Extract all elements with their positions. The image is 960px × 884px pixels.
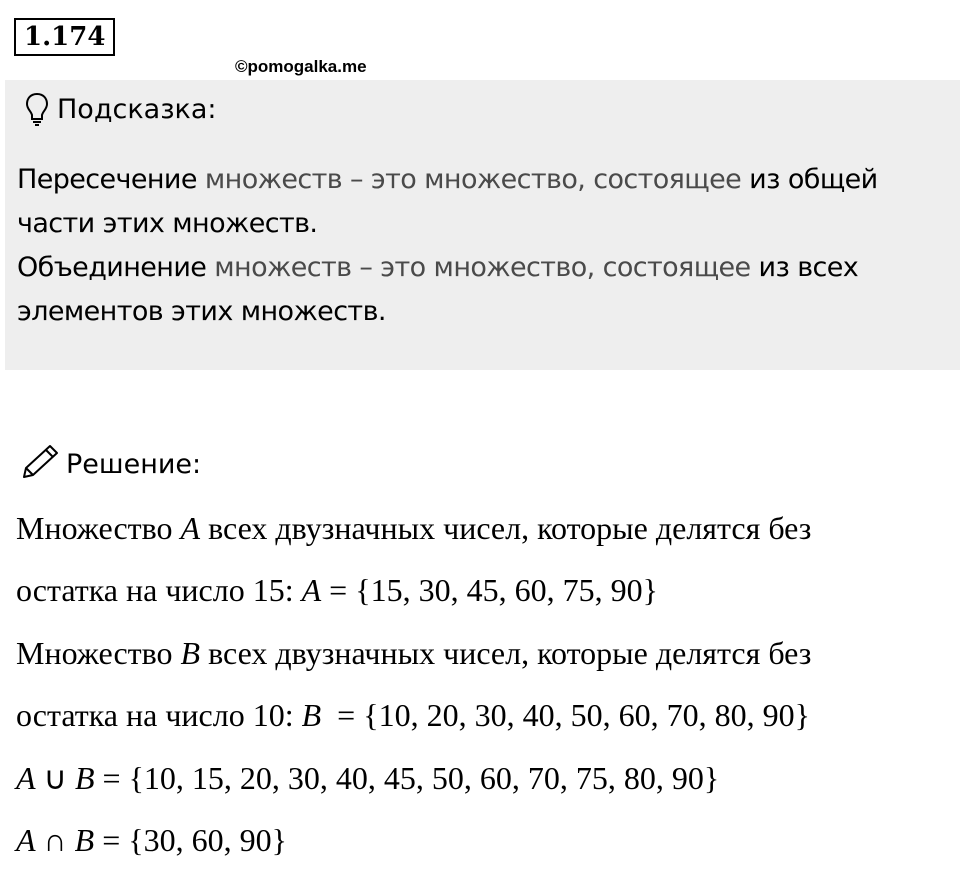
union-elements: = {10, 15, 20, 30, 40, 45, 50, 60, 70, 75, 80, 90} [94, 760, 720, 796]
set-variable: B [74, 822, 95, 858]
set-variable: A [180, 510, 201, 546]
solution-line [16, 505, 946, 567]
union-operator: ∪ [35, 760, 75, 796]
text: всех двузначных чисел, которые делятся без [200, 510, 812, 546]
intersection-operator: ∩ [35, 822, 75, 858]
pencil-icon [20, 443, 60, 486]
set-variable: B [74, 760, 95, 796]
intersection-elements: = {30, 60, 90} [94, 822, 287, 858]
text: остатка на число 15: [16, 572, 302, 608]
solution-line [16, 630, 946, 692]
term-union: Объединение [17, 252, 207, 283]
solution-line [16, 567, 946, 630]
set-a-elements: = {15, 30, 45, 60, 75, 90} [321, 572, 658, 608]
set-variable: B [301, 697, 322, 733]
term-intersection: Пересечение [17, 164, 197, 195]
text: остатка на число 10: [16, 697, 302, 733]
solution-body [16, 505, 946, 879]
hint-definition-emphasis: из общей части этих множеств [17, 164, 878, 239]
set-variable: B [180, 635, 201, 671]
solution-title-text: Решение: [66, 448, 202, 480]
lightbulb-icon [25, 92, 49, 126]
set-variable: A [301, 572, 322, 608]
hint-definition-emphasis: из всех элементов этих множеств [17, 252, 859, 327]
hint-paragraph-intersection [17, 158, 952, 246]
solution-line [16, 692, 946, 755]
hint-text [17, 158, 952, 334]
hint-title-text: Подсказка: [57, 93, 217, 125]
text: всех двузначных чисел, которые делятся без [200, 635, 812, 671]
watermark: ©pomogalka.me [235, 57, 367, 76]
set-b-elements: = {10, 20, 30, 40, 50, 60, 70, 80, 90} [321, 697, 810, 733]
solution-line [16, 755, 946, 817]
hint-paragraph-union [17, 246, 952, 334]
hint-title [25, 94, 217, 124]
set-variable: A [16, 760, 36, 796]
text: Множество [16, 635, 181, 671]
set-variable: A [16, 822, 36, 858]
hint-period: . [377, 296, 386, 327]
text: Множество [16, 510, 181, 546]
problem-number: 1.174 [14, 18, 115, 56]
solution-line [16, 817, 946, 879]
hint-box [5, 80, 960, 370]
hint-definition-text: множеств – это множество, состоящее [196, 164, 750, 195]
solution-title [20, 446, 201, 482]
hint-definition-text: множеств – это множество, состоящее [206, 252, 759, 283]
hint-period: . [309, 208, 318, 239]
